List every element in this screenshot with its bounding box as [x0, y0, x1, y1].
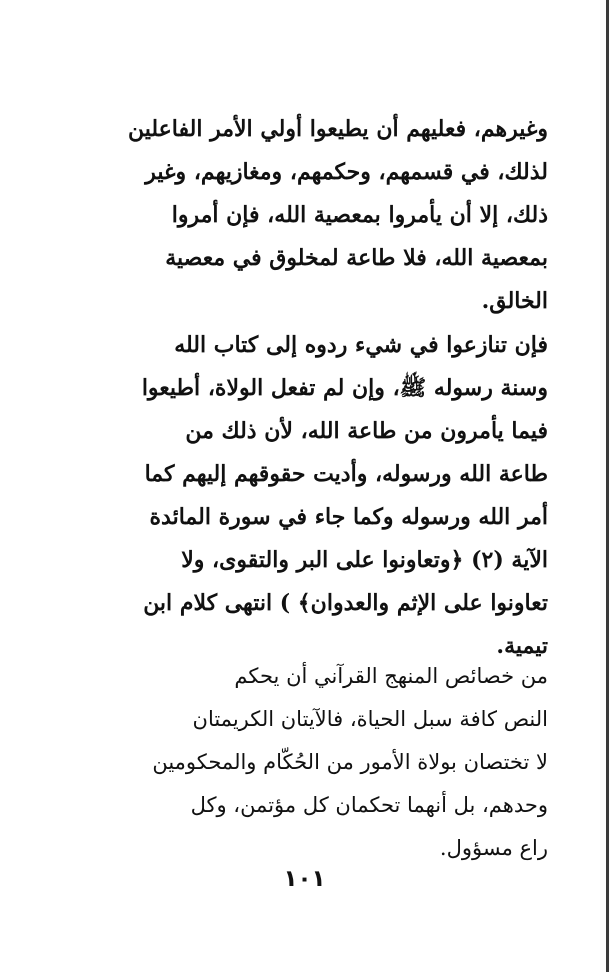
text-line: طاعة الله ورسوله، وأديت حقوقهم إليهم كما [144, 461, 548, 487]
text-line: لا تختصان بولاة الأمور من الحُكّام والمحكومين [152, 750, 548, 774]
text-line: فإن تنازعوا في شيء ردوه إلى كتاب الله [174, 332, 548, 358]
paragraph-quranic-method [62, 655, 548, 870]
text-line: بمعصية الله، فلا طاعة لمخلوق في معصية [165, 245, 548, 271]
text-line: تيمية. [496, 633, 548, 659]
text-line: الآية (٢) ﴿وتعاونوا على البر والتقوى، ولا [181, 547, 548, 573]
text-line: تعاونوا على الإثم والعدوان﴾ ) انتهى كلام ابن [143, 590, 548, 616]
text-line: لذلك، في قسمهم، وحكمهم، ومغازيهم، وغير [145, 159, 548, 185]
page-number: ١٠١ [283, 866, 326, 892]
paragraph-obedience-rulers [62, 108, 548, 323]
text-line: وسنة رسوله ﷺ، وإن لم تفعل الولاة، أطيعوا [141, 375, 548, 401]
text-line: وغيرهم، فعليهم أن يطيعوا أولي الأمر الفاعلين [127, 116, 548, 142]
text-line: أمر الله ورسوله وكما جاء في سورة المائدة [149, 504, 548, 530]
text-line: الخالق. [481, 288, 548, 314]
text-line: من خصائص المنهج القرآني أن يحكم [234, 664, 548, 688]
text-line: النص كافة سبل الحياة، فالآيتان الكريمتان [192, 707, 548, 731]
text-line: ذلك، إلا أن يأمروا بمعصية الله، فإن أمروا [171, 202, 548, 228]
text-line: وحدهم، بل أنهما تحكمان كل مؤتمن، وكل [190, 793, 548, 817]
text-line: فيما يأمرون من طاعة الله، لأن ذلك من [185, 418, 548, 444]
paragraph-disputes-quran [62, 324, 548, 668]
text-line: راع مسؤول. [439, 836, 548, 860]
